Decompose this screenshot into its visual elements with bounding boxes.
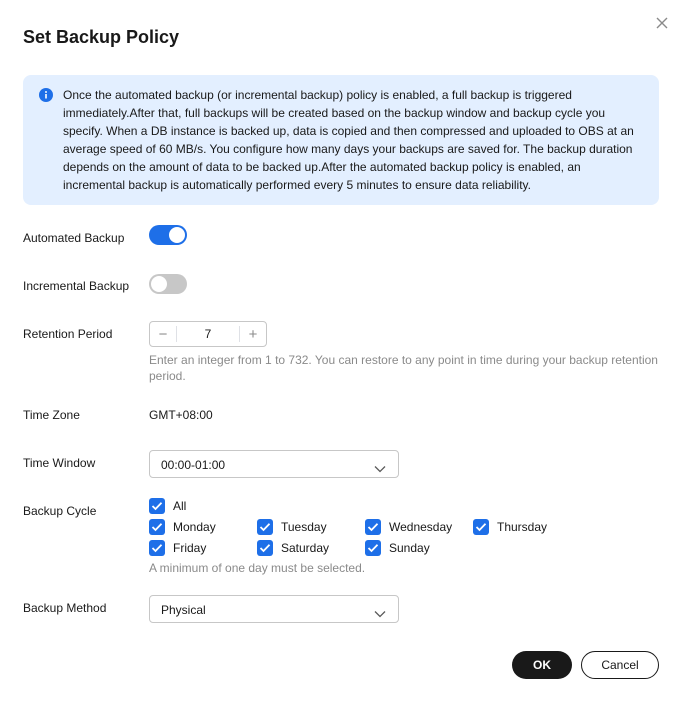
checkbox-check-icon (365, 519, 381, 535)
time-window-label: Time Window (23, 456, 96, 470)
backup-method-label: Backup Method (23, 601, 107, 615)
toggle-knob (169, 227, 185, 243)
backup-cycle-label: Backup Cycle (23, 504, 97, 518)
checkbox-check-icon (149, 498, 165, 514)
checkbox-wednesday-label: Wednesday (389, 520, 453, 534)
retention-period-input[interactable]: 7 (204, 327, 212, 341)
checkbox-friday[interactable] (149, 540, 206, 556)
decrement-button[interactable]: − (158, 325, 168, 343)
retention-period-label: Retention Period (23, 327, 113, 341)
chevron-down-icon (374, 460, 386, 468)
checkbox-check-icon (365, 540, 381, 556)
checkbox-friday-label: Friday (173, 541, 207, 555)
checkbox-sunday[interactable] (365, 540, 430, 556)
checkbox-all-label: All (173, 499, 187, 513)
time-zone-label: Time Zone (23, 408, 80, 422)
checkbox-check-icon (473, 519, 489, 535)
checkbox-tuesday[interactable] (257, 519, 327, 535)
backup-method-selected: Physical (161, 603, 206, 617)
automated-backup-label: Automated Backup (23, 231, 125, 245)
increment-button[interactable]: + (248, 325, 258, 343)
cancel-button[interactable]: Cancel (581, 651, 659, 679)
chevron-down-icon (374, 605, 386, 613)
checkbox-thursday[interactable] (473, 519, 547, 535)
checkbox-check-icon (149, 519, 165, 535)
checkbox-check-icon (257, 540, 273, 556)
info-banner (23, 75, 659, 205)
checkbox-check-icon (257, 519, 273, 535)
toggle-knob (151, 276, 167, 292)
backup-cycle-hint: A minimum of one day must be selected. (149, 561, 366, 575)
incremental-backup-toggle[interactable] (149, 274, 187, 294)
checkbox-check-icon (149, 540, 165, 556)
checkbox-saturday[interactable] (257, 540, 329, 556)
checkbox-tuesday-label: Tuesday (281, 520, 327, 534)
checkbox-monday[interactable] (149, 519, 216, 535)
checkbox-thursday-label: Thursday (497, 520, 548, 534)
time-window-select[interactable] (149, 450, 399, 478)
info-icon (39, 88, 53, 102)
incremental-backup-label: Incremental Backup (23, 279, 130, 293)
checkbox-all[interactable] (149, 498, 186, 514)
retention-period-hint: Enter an integer from 1 to 732. You can restore to any point in time during your backup retention period. (149, 353, 658, 383)
checkbox-sunday-label: Sunday (389, 541, 430, 555)
backup-method-select[interactable] (149, 595, 399, 623)
close-icon[interactable] (654, 15, 670, 31)
info-text: Once the automated backup (or incremental backup) policy is enabled, a full backup is triggered immediately.After that, full backups will be created based on the backup window and backup cycle you specify. When a DB instance is backed up, data is copied and then compressed and uploaded to OBS at an average speed of 60 MB/s. You configure how many days your backups are saved for. The backup duration depends on the amount of data to be backed up.After the automated backup policy is enabled, an incremental backup is automatically performed every 5 minutes to ensure data reliability. (63, 88, 634, 192)
checkbox-wednesday[interactable] (365, 519, 452, 535)
checkbox-saturday-label: Saturday (281, 541, 330, 555)
automated-backup-toggle[interactable] (149, 225, 187, 245)
time-window-selected: 00:00-01:00 (161, 458, 226, 472)
ok-button[interactable]: OK (512, 651, 572, 679)
time-zone-value: GMT+08:00 (149, 408, 213, 422)
retention-period-stepper (149, 321, 267, 347)
checkbox-monday-label: Monday (173, 520, 216, 534)
dialog-title: Set Backup Policy (23, 27, 180, 47)
